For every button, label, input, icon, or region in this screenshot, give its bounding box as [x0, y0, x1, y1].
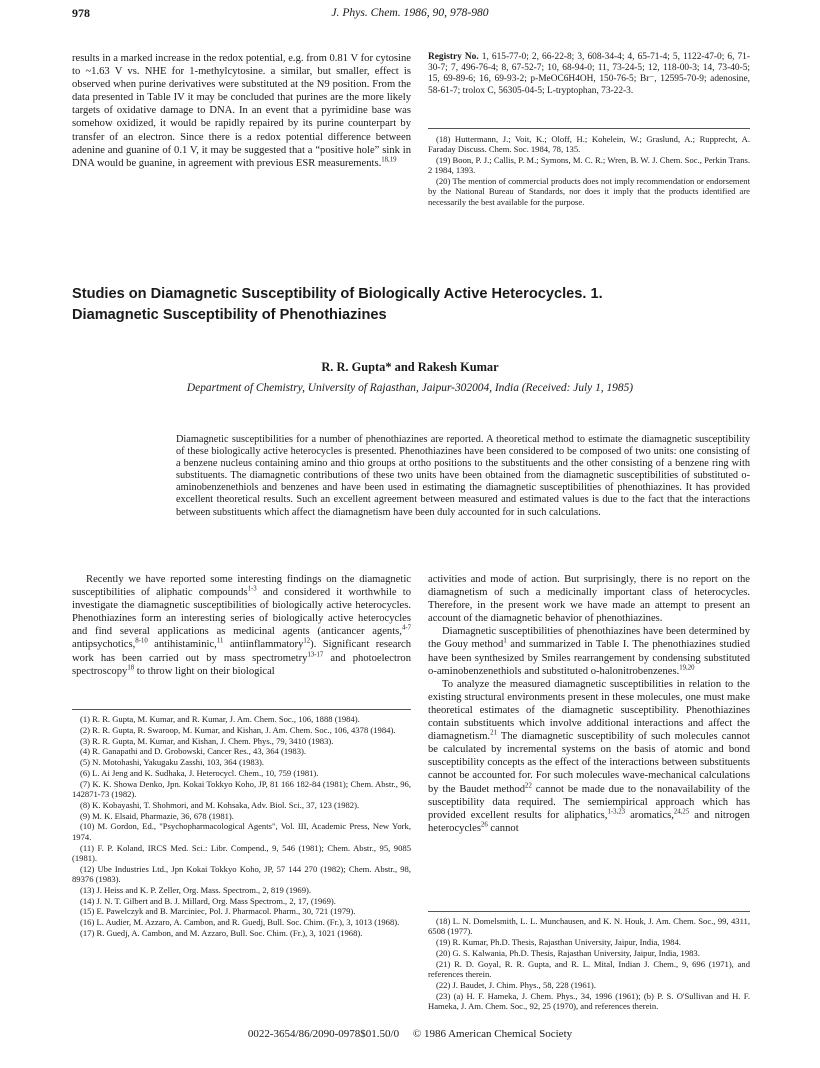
- body-left-column: [72, 573, 411, 678]
- registry-label: Registry No.: [428, 52, 479, 62]
- reference-superscript: 22: [525, 781, 532, 789]
- body-paragraph: [428, 678, 750, 835]
- reference-superscript: 13-17: [307, 651, 324, 659]
- footnote-item: (23) (a) H. F. Hameka, J. Chem. Phys., 34, 1996 (1961); (b) P. S. O'Sullivan and H. F. Hameka, J. Am. Chem. Soc., 92, 25 (1970), and references therein.: [428, 990, 750, 1011]
- paragraph-text: and photoelectron spectroscopy: [72, 652, 412, 677]
- body-paragraph: [428, 625, 750, 677]
- footer-code: 0022-3654/86/2090-0978$01.50/0: [247, 1028, 400, 1040]
- registry-numbers: [428, 52, 750, 97]
- footnote-item: (6) L. Ai Jeng and K. Sudhaka, J. Heterocycl. Chem., 10, 759 (1981).: [80, 767, 319, 778]
- journal-citation: 90, 978-980: [432, 6, 489, 19]
- prev-article-refs: 18,19: [381, 156, 397, 164]
- journal-name: J. Phys. Chem.: [331, 6, 401, 19]
- footnote-item: (3) R. R. Gupta, M. Kumar, and Kishan, J. Chem. Phys., 79, 3410 (1983).: [80, 735, 334, 746]
- footnote-item: (12) Ube Industries Ltd., Jpn Kokai Tokkyo Koho, JP, 57 144 270 (1982); Chem. Abstr., 98, 89376 (1983).: [72, 863, 411, 884]
- footnote-item: (1) R. R. Gupta, M. Kumar, and R. Kumar, J. Am. Chem. Soc., 106, 1888 (1984).: [80, 714, 360, 724]
- prev-article-paragraph: [72, 52, 411, 170]
- reference-superscript: 4-7: [401, 624, 411, 632]
- footnote-item: (16) L. Audier, M. Azzaro, A. Cambon, and R. Guedj, Bull. Soc. Chim. (Fr.), 3, 1013 (1968).: [80, 917, 400, 928]
- reference-superscript: 24,25: [673, 808, 690, 816]
- body-right-column: [428, 573, 750, 835]
- footnote-item: (11) F. P. Koland, IRCS Med. Sci.: Libr. Compend., 9, 546 (1981); Chem. Abstr., 95, 9085 (1981).: [72, 842, 411, 863]
- page-number: 978: [72, 6, 90, 20]
- reference-superscript: 8-10: [135, 637, 148, 645]
- paragraph-text: to throw light on their biological: [134, 665, 275, 677]
- footnote-item: (18) L. N. Domelsmith, L. L. Munchausen, and K. N. Houk, J. Am. Chem. Soc., 99, 4311, 6508 (1977).: [428, 916, 750, 937]
- footnote-divider-right: [428, 911, 750, 912]
- paragraph-text: and summarized in Table I. The phenothiazines studied have been synthesized by Smiles rearrangement by condensing substituted o-aminobenzenethiols and substituted o-halonitrobenzenes.: [428, 639, 750, 677]
- footnote-item: (19) Boon, P. J.; Callis, P. M.; Symons, M. C. R.; Wren, B. W. J. Chem. Soc., Perkin Trans. 2 1984, 1393.: [428, 155, 750, 176]
- reference-superscript: 1-3,23: [607, 808, 626, 816]
- paragraph-text: activities and mode of action. But surprisingly, there is no report on the diamagnetism of such a medicinally important class of heterocycles. Therefore, in the present work we have made an attempt to present an account of the diamagnetic behavior of phenothiazines.: [428, 574, 750, 625]
- article-title-line1: Studies on Diamagnetic Susceptibility of Biologically Active Heterocycles. 1.: [72, 286, 603, 302]
- footnote-item: (20) The mention of commercial products does not imply recommendation or endorsement by the National Bureau of Standards, nor does it imply that the products identified are necessarily the best available for the purpose.: [428, 176, 750, 207]
- reference-superscript: 11: [216, 637, 224, 645]
- reference-superscript: 26: [480, 821, 488, 829]
- footnote-divider-top: [428, 128, 750, 129]
- registry-text: 1, 615-77-0; 2, 66-22-8; 3, 608-34-4; 4, 65-71-4; 5, 1122-47-0; 6, 71-30-7; 7, 496-76-4; 8, 67-52-7; 10, 68-94-0; 11, 73-24-5; 12, 118-00-3; 14, 73-40-5; 15, 69-89-6; 16, 69-93-2; p-MeOC6H4OH, 150-76-5; Br⁻, 12595-70-9; adenosine, 58-61-7; trolox C, 56305-04-5; L-tryptophan, 73-22-3.: [428, 52, 750, 96]
- reference-superscript: 1-3: [247, 585, 257, 593]
- paragraph-text: To analyze the measured diamagnetic susceptibilities in relation to the existing structural environments present in these molecules, one must make theoretical estimates of the diamagnetic susceptibility. Phenothiazines contain substituents which involve additional interactions and affect the diamagnetism.: [428, 678, 750, 743]
- footnote-item: (13) J. Heiss and K. P. Zeller, Org. Mass. Spectrom., 2, 819 (1969).: [80, 884, 312, 895]
- running-header: [0, 6, 820, 19]
- reference-superscript: 1: [503, 637, 507, 645]
- paragraph-text: Diamagnetic susceptibilities of phenothiazines have been determined by the Gouy method: [428, 626, 750, 651]
- paragraph-text: Recently we have reported some interesting findings on the diamagnetic susceptibilities of aliphatic compounds: [72, 574, 411, 599]
- paragraph-text: antipsychotics,: [72, 639, 136, 651]
- footnote-item: (7) K. K. Showa Denko, Jpn. Kokai Tokkyo Koho, JP, 81 166 182-84 (1981); Chem. Abstr., 96, 142871-73 (1982).: [72, 778, 411, 800]
- prev-article-footnotes: [428, 134, 750, 208]
- paragraph-text: antiinflammatory: [223, 639, 304, 651]
- footnote-item: (21) R. D. Goyal, R. R. Gupta, and R. L. Mital, Indian J. Chem., 9, 696 (1971), and references therein.: [428, 958, 750, 979]
- reference-superscript: 18: [127, 664, 135, 672]
- footer-copyright: © 1986 American Chemical Society: [412, 1028, 573, 1040]
- footnote-divider-left: [72, 709, 411, 710]
- footnote-item: (5) N. Motohashi, Yakugaku Zasshi, 103, 364 (1983).: [80, 757, 265, 768]
- paragraph-text: The diamagnetic susceptibility of such molecules cannot be calculated by incremental systems on the basis of atomic and bond susceptibility concepts as the effect of the interactions between substituents cannot be accounted for. For such molecules wave-mechanical calculations by the Baudet method: [428, 731, 750, 795]
- journal-year: 1986,: [403, 6, 430, 19]
- body-paragraph: [428, 573, 750, 625]
- paragraph-text: and considered it worthwhile to investigate the diamagnetic susceptibilities of biologically active heterocycles. Phenothiazines form an interesting series of biologically active heterocycles and find several applications as medicinal agents (anticancer agents,: [72, 587, 411, 638]
- article-authors: R. R. Gupta* and Rakesh Kumar: [321, 360, 499, 374]
- footnote-item: (15) E. Pawelczyk and B. Marciniec, Pol. J. Pharmacol. Pharm., 30, 721 (1979).: [80, 906, 356, 917]
- body-paragraph: [72, 573, 411, 678]
- footnote-item: (19) R. Kumar, Ph.D. Thesis, Rajasthan University, Jaipur, India, 1984.: [436, 937, 681, 948]
- paragraph-text: ). Significant research work has been carried out by mass spectrometry: [72, 639, 411, 664]
- article-title: [72, 284, 752, 326]
- footnote-item: (10) M. Gordon, Ed., "Psychopharmacological Agents", Vol. III, Academic Press, New York, 1974.: [72, 821, 411, 842]
- footnote-item: (18) Huttermann, J.; Voit, K.; Oloff, H.; Kohelein, W.; Graslund, A.; Rupprecht, A. Faraday Discuss. Chem. Soc. 1984, 78, 135.: [428, 134, 750, 155]
- paragraph-text: and nitrogen heterocycles: [428, 809, 750, 834]
- reference-superscript: 19,20: [679, 664, 695, 672]
- footnote-item: (9) M. K. Elsaid, Pharmazie, 36, 678 (1981).: [80, 810, 234, 821]
- left-footnotes: [72, 714, 411, 939]
- footnote-item: (22) J. Baudet, J. Chim. Phys., 58, 228 (1961).: [436, 979, 596, 990]
- paragraph-text: cannot be made due to the nonavailability of the susceptibility data required. The semiempirical approach which has provided excellent results for aliphatics,: [428, 783, 750, 821]
- paragraph-text: aromatics,: [625, 809, 674, 821]
- reference-superscript: 21: [490, 729, 497, 737]
- footnote-item: (17) R. Guedj, A. Cambon, and M. Azzaro, Bull. Soc. Chim. (Fr.), 3, 1021 (1968).: [80, 927, 363, 938]
- right-footnotes: [428, 916, 750, 1012]
- article-affiliation: Department of Chemistry, University of Rajasthan, Jaipur-302004, India (Received: July 1, 1985): [186, 382, 634, 394]
- prev-article-text: results in a marked increase in the redox potential, e.g. from 0.81 V for cytosine to ~1.63 V vs. NHE for 1-methylcytosine. a similar, but smaller, effect is observed when purine derivatives were substituted at the N9 position. From the data presented in Table IV it may be concluded that purines are the more likely targets of oxidative damage to DNA. In an event that a pyrimidine base was somehow oxidized, it would be rapidly repaired by its purine counterpart by transfer of an electron. Since there is a redox potential difference between adenine and guanine of 0.1 V, it may be suggested that a “positive hole” sink in DNA would be guanine, in agreement with previous ESR measurements.: [72, 53, 411, 169]
- page-footer: [0, 1028, 820, 1040]
- article-abstract: Diamagnetic susceptibilities for a number of phenothiazines are reported. A theoretical method to estimate the diamagnetic susceptibility of these biologically active heterocycles is presented. Phenothiazines have been considered to be composed of two units: one consisting of a benzene nucleus containing amino and thio groups at ortho positions to the substituents and the other consisting of a benzene ring with substituents. The diamagnetic contributions of these two units have been obtained from the diamagnetic susceptibilities of substituted o-aminobenzenethiols and benzenes and have been used in estimating the diamagnetic susceptibilities of phenothiazines. It has provided excellent theoretical results. Such an excellent agreement between measured and estimated values is due to the fact that the interactions between substituents which affect the diamagnetism have been duly accounted for in such calculations.: [176, 434, 750, 518]
- paragraph-text: cannot: [487, 822, 519, 834]
- footnote-item: (4) R. Ganapathi and D. Grobowski, Cancer Res., 43, 364 (1983).: [80, 746, 307, 757]
- paragraph-text: antihistaminic,: [147, 639, 217, 651]
- footnote-item: (14) J. N. T. Gilbert and B. J. Millard, Org. Mass Spectrom., 2, 17, (1969).: [80, 895, 336, 906]
- footnote-item: (2) R. R. Gupta, R. Swaroop, M. Kumar, and Kishan, J. Am. Chem. Soc., 106, 4378 (1984).: [80, 724, 396, 735]
- article-title-line2: Diamagnetic Susceptibility of Phenothiazines: [72, 307, 387, 323]
- footnote-item: (8) K. Kobayashi, T. Shohmori, and M. Kohsaka, Adv. Biol. Sci., 37, 123 (1982).: [80, 799, 360, 810]
- footnote-item: (20) G. S. Kalwania, Ph.D. Thesis, Rajasthan University, Jaipur, India, 1983.: [436, 947, 700, 958]
- reference-superscript: 12: [303, 637, 311, 645]
